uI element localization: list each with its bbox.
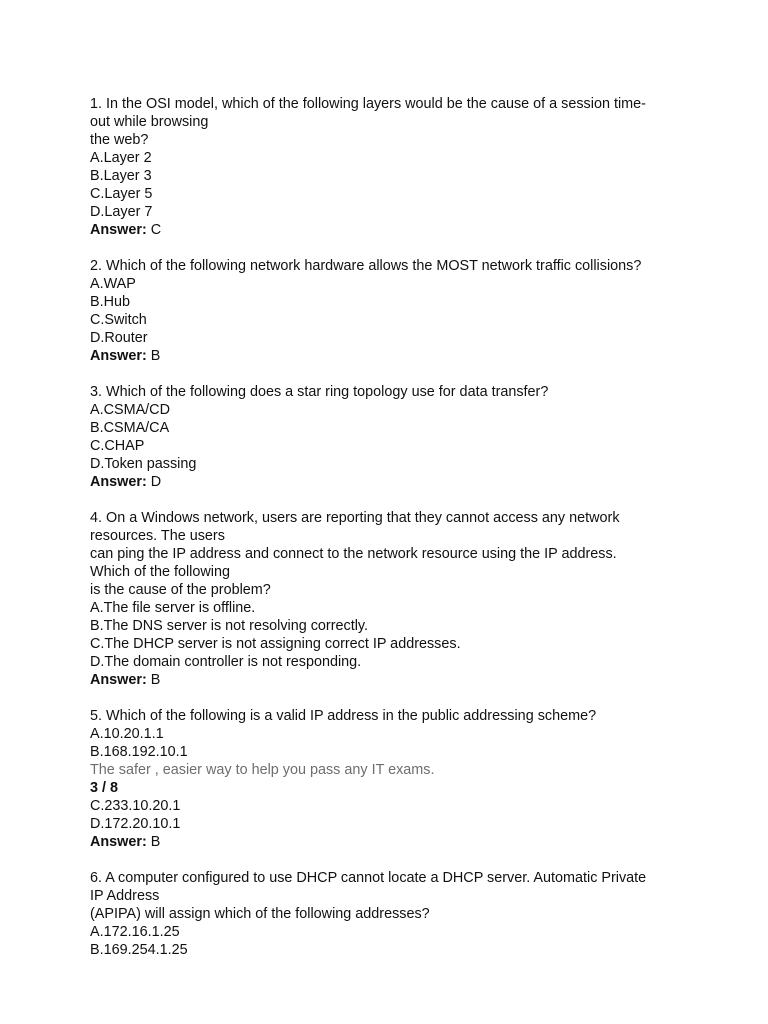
question-text: 2. Which of the following network hardware allows the MOST network traffic collisions? (90, 258, 642, 274)
option-c: C.CHAP (90, 438, 145, 454)
option-d: D.Token passing (90, 456, 197, 472)
question-text: (APIPA) will assign which of the following addresses? (90, 906, 430, 922)
answer-value: D (146, 474, 162, 490)
answer-value: B (146, 348, 161, 364)
question-text: resources. The users (90, 528, 225, 544)
answer-value: C (146, 222, 162, 238)
question-text: the web? (90, 132, 149, 148)
option-b: B.CSMA/CA (90, 420, 170, 436)
option-a: A.CSMA/CD (90, 402, 170, 418)
answer-label: Answer: (90, 474, 147, 490)
option-b: B.169.254.1.25 (90, 942, 188, 958)
answer-value: B (146, 834, 161, 850)
answer-line (90, 671, 750, 689)
question-6 (90, 869, 750, 959)
answer-line (90, 221, 750, 239)
option-d: D.Router (90, 330, 148, 346)
option-b: B.Layer 3 (90, 168, 152, 184)
option-c: C.Layer 5 (90, 186, 153, 202)
answer-label: Answer: (90, 834, 147, 850)
question-4 (90, 509, 750, 689)
option-a: A.WAP (90, 276, 136, 292)
page-footer-note: The safer , easier way to help you pass any IT exams. (90, 762, 435, 778)
option-b: B.168.192.10.1 (90, 744, 188, 760)
option-a: A.10.20.1.1 (90, 726, 164, 742)
option-d: D.172.20.10.1 (90, 816, 181, 832)
question-1 (90, 95, 750, 239)
question-text: 1. In the OSI model, which of the following layers would be the cause of a session time- (90, 96, 646, 112)
option-c: C.233.10.20.1 (90, 798, 181, 814)
answer-label: Answer: (90, 222, 147, 238)
option-b: B.The DNS server is not resolving correctly. (90, 618, 369, 634)
answer-line (90, 833, 750, 851)
option-d: D.The domain controller is not responding. (90, 654, 362, 670)
option-a: A.Layer 2 (90, 150, 152, 166)
answer-line (90, 473, 750, 491)
question-text: Which of the following (90, 564, 230, 580)
question-text: 4. On a Windows network, users are reporting that they cannot access any network (90, 510, 620, 526)
question-5 (90, 707, 750, 851)
question-2 (90, 257, 750, 365)
option-d: D.Layer 7 (90, 204, 153, 220)
option-a: A.The file server is offline. (90, 600, 256, 616)
option-a: A.172.16.1.25 (90, 924, 180, 940)
question-text: 6. A computer configured to use DHCP cannot locate a DHCP server. Automatic Private (90, 870, 647, 886)
question-text: out while browsing (90, 114, 209, 130)
option-c: C.The DHCP server is not assigning correct IP addresses. (90, 636, 461, 652)
answer-label: Answer: (90, 348, 147, 364)
answer-line (90, 347, 750, 365)
question-3 (90, 383, 750, 491)
answer-value: B (146, 672, 161, 688)
question-text: is the cause of the problem? (90, 582, 271, 598)
question-text: IP Address (90, 888, 160, 904)
page-number: 3 / 8 (90, 780, 119, 796)
document-page (90, 95, 750, 977)
question-text: can ping the IP address and connect to the network resource using the IP address. (90, 546, 617, 562)
option-b: B.Hub (90, 294, 130, 310)
question-text: 5. Which of the following is a valid IP address in the public addressing scheme? (90, 708, 597, 724)
option-c: C.Switch (90, 312, 147, 328)
answer-label: Answer: (90, 672, 147, 688)
question-text: 3. Which of the following does a star ring topology use for data transfer? (90, 384, 549, 400)
